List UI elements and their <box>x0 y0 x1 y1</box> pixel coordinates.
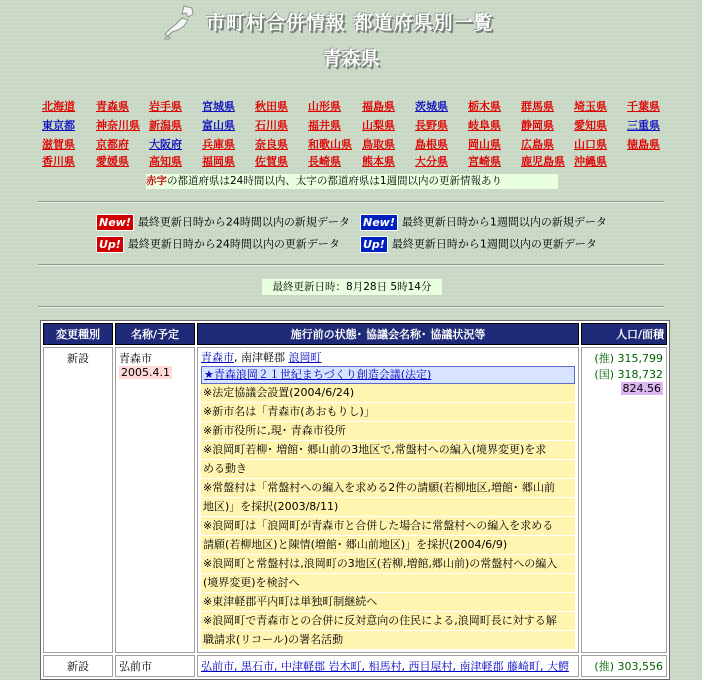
prefecture-link[interactable]: 岐阜県 <box>468 119 501 132</box>
prefecture-link[interactable]: 東京都 <box>42 119 75 132</box>
col-header-name: 名称/予定 <box>115 323 195 345</box>
prefecture-link[interactable]: 長野県 <box>415 119 448 132</box>
prefecture-link[interactable]: 山口県 <box>574 138 607 151</box>
status-line: ※浪岡町は「浪岡町が青森市と合併した場合に常盤村への編入を求める <box>201 517 575 535</box>
legend-up-1w <box>360 236 597 253</box>
page-title: 市町村合併情報 都道府県別一覧 <box>206 12 494 34</box>
status-line: ※浪岡町で青森市との合併に反対意向の住民による,浪岡町長に対する解 <box>201 612 575 630</box>
note-red-label: 赤字 <box>146 175 167 187</box>
new-name: 弘前市 <box>115 655 195 677</box>
status-line: ※常盤村は「常盤村への編入を求める2件の請願(若柳地区,増館･ 郷山前 <box>201 479 575 497</box>
prefecture-link[interactable]: 埼玉県 <box>574 100 607 113</box>
note-text: の都道府県は24時間以内、太字の都道府県は1週間以内の更新情報あり <box>167 175 503 187</box>
status-line: 地区)」を採択(2003/8/11) <box>201 498 575 516</box>
population-estimate: (推) 303,556 <box>581 655 667 677</box>
prefecture-link[interactable]: 神奈川県 <box>96 119 140 132</box>
divider <box>38 306 664 308</box>
status-line: ※新市名は「青森市(あおもりし)」 <box>201 403 575 421</box>
member-list <box>201 350 575 366</box>
status-line: ※法定協議会設置(2004/6/24) <box>201 384 575 402</box>
prefecture-link[interactable]: 宮崎県 <box>468 155 501 168</box>
cell-type: 新設 <box>43 655 113 677</box>
prefecture-link[interactable]: 秋田県 <box>255 100 288 113</box>
prefecture-link[interactable]: 富山県 <box>202 119 235 132</box>
col-header-population: 人口/面積 <box>581 323 667 345</box>
legend-new-1w <box>360 214 607 231</box>
cell-status <box>197 347 579 653</box>
up-badge-icon: Up! <box>360 236 388 253</box>
page-subtitle: 青森県 <box>322 48 380 70</box>
population-census: (国) 318,732 <box>594 368 663 381</box>
cell-type: 新設 <box>43 347 113 653</box>
prefecture-link[interactable]: 兵庫県 <box>202 138 235 151</box>
legend-up-24h <box>96 236 340 253</box>
prefecture-link[interactable]: 高知県 <box>149 155 182 168</box>
prefecture-link[interactable]: 大分県 <box>415 155 448 168</box>
prefecture-link[interactable]: 和歌山県 <box>308 138 352 151</box>
member-list <box>197 655 579 677</box>
prefecture-link[interactable]: 山形県 <box>308 100 341 113</box>
member-link[interactable]: 弘前市, 黒石市, 中津軽郡 岩木町, 相馬村, 西目屋村, 南津軽郡 藤崎町, 大鰐 <box>201 660 569 673</box>
status-line: 請願(若柳地区)と陳情(増館･ 郷山前地区)」を採択(2004/6/9) <box>201 536 575 554</box>
legend-text: 最終更新日時から1週間以内の更新データ <box>391 237 597 251</box>
member-sep: , 南津軽郡 <box>234 351 289 364</box>
prefecture-link[interactable]: 茨城県 <box>415 100 448 113</box>
prefecture-link[interactable]: 石川県 <box>255 119 288 132</box>
prefecture-link[interactable]: 山梨県 <box>362 119 395 132</box>
status-line: ※浪岡町若柳･ 増館･ 郷山前の3地区で,常盤村への編入(境界変更)を求 <box>201 441 575 459</box>
prefecture-link[interactable]: 岡山県 <box>468 138 501 151</box>
col-header-status: 施行前の状態･ 協議会名称･ 協議状況等 <box>197 323 579 345</box>
new-badge-icon: New! <box>96 214 134 231</box>
prefecture-link[interactable]: 徳島県 <box>627 138 660 151</box>
prefecture-link[interactable]: 京都府 <box>96 138 129 151</box>
cell-population <box>581 347 667 653</box>
prefecture-link[interactable]: 香川県 <box>42 155 75 168</box>
merger-table <box>40 320 670 680</box>
legend-text: 最終更新日時から1週間以内の新規データ <box>401 215 607 229</box>
prefecture-link[interactable]: 佐賀県 <box>255 155 288 168</box>
page-header <box>0 0 702 80</box>
member-link[interactable]: 青森市 <box>201 351 234 364</box>
prefecture-link[interactable]: 静岡県 <box>521 119 554 132</box>
prefecture-link[interactable]: 大阪府 <box>149 138 182 151</box>
prefecture-link[interactable]: 岩手県 <box>149 100 182 113</box>
status-line: める動き <box>201 460 575 478</box>
prefecture-link[interactable]: 奈良県 <box>255 138 288 151</box>
update-note <box>146 174 558 189</box>
cell-name <box>115 347 195 653</box>
council-link[interactable]: ★青森浪岡２１世紀まちづくり創造会議(法定) <box>201 366 575 384</box>
status-line: 職請求(リコール)の署名活動 <box>201 631 575 649</box>
prefecture-link[interactable]: 愛知県 <box>574 119 607 132</box>
table-header-row <box>43 323 667 345</box>
japan-map-icon <box>162 4 196 40</box>
status-line: ※新市役所に,現･ 青森市役所 <box>201 422 575 440</box>
legend-text: 最終更新日時から24時間以内の新規データ <box>137 215 350 229</box>
prefecture-link[interactable]: 北海道 <box>42 100 75 113</box>
prefecture-link[interactable]: 長崎県 <box>308 155 341 168</box>
table-row <box>43 347 667 653</box>
prefecture-link[interactable]: 愛媛県 <box>96 155 129 168</box>
prefecture-link[interactable]: 島根県 <box>415 138 448 151</box>
prefecture-link[interactable]: 鳥取県 <box>362 138 395 151</box>
prefecture-link[interactable]: 宮城県 <box>202 100 235 113</box>
area-value: 824.56 <box>622 382 661 395</box>
prefecture-link[interactable]: 滋賀県 <box>42 138 75 151</box>
divider <box>38 264 664 266</box>
prefecture-link[interactable]: 広島県 <box>521 138 554 151</box>
prefecture-link[interactable]: 福井県 <box>308 119 341 132</box>
prefecture-link[interactable]: 鹿児島県 <box>521 155 565 168</box>
member-link[interactable]: 浪岡町 <box>288 351 322 364</box>
table-row <box>43 655 667 677</box>
legend-text: 最終更新日時から24時間以内の更新データ <box>127 237 340 251</box>
col-header-type: 変更種別 <box>43 323 113 345</box>
prefecture-link[interactable]: 新潟県 <box>149 119 182 132</box>
prefecture-link[interactable]: 熊本県 <box>362 155 395 168</box>
population-estimate: (推) 315,799 <box>594 352 663 365</box>
scheduled-date: 2005.4.1 <box>121 366 170 379</box>
new-name: 青森市 <box>119 352 152 365</box>
status-list <box>201 384 575 649</box>
divider <box>38 201 664 203</box>
up-badge-icon: Up! <box>96 236 124 253</box>
new-badge-icon: New! <box>360 214 398 231</box>
legend-new-24h <box>96 214 350 231</box>
prefecture-link[interactable]: 栃木県 <box>468 100 501 113</box>
prefecture-link[interactable]: 福岡県 <box>202 155 235 168</box>
status-line: (境界変更)を検討へ <box>201 574 575 592</box>
prefecture-link[interactable]: 群馬県 <box>521 100 554 113</box>
prefecture-link[interactable]: 福島県 <box>362 100 395 113</box>
prefecture-link[interactable]: 青森県 <box>96 100 129 113</box>
prefecture-link[interactable]: 三重県 <box>627 119 660 132</box>
status-line: ※東津軽郡平内町は単独町制継続へ <box>201 593 575 611</box>
prefecture-link[interactable]: 千葉県 <box>627 100 660 113</box>
status-line: ※浪岡町と常盤村は,浪岡町の3地区(若柳,増館,郷山前)の常盤村への編入 <box>201 555 575 573</box>
prefecture-link[interactable]: 沖縄県 <box>574 155 607 168</box>
last-updated: 最終更新日時：8月28日 5時14分 <box>262 279 442 295</box>
